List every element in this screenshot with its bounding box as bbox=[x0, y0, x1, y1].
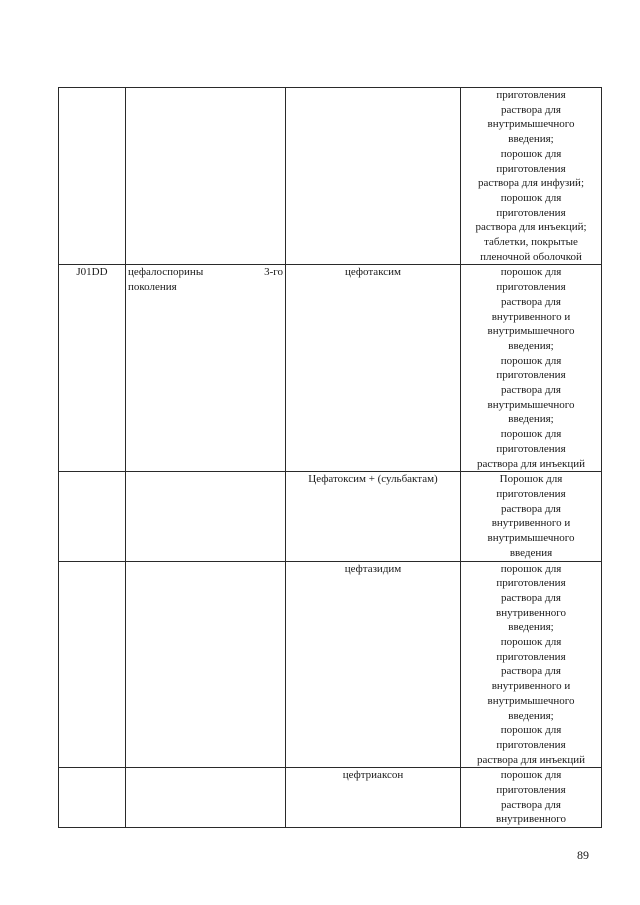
form-line: введения; bbox=[508, 621, 554, 634]
table-row bbox=[59, 561, 602, 768]
drug-name-cell bbox=[286, 88, 461, 265]
atc-code-cell bbox=[59, 561, 126, 768]
dosage-forms-cell bbox=[461, 88, 602, 265]
form-line: приготовления bbox=[496, 89, 566, 101]
page-number: 89 bbox=[577, 848, 589, 862]
form-line: приготовления bbox=[496, 784, 566, 797]
form-line: порошок для bbox=[500, 266, 562, 279]
drug-name-cell: цефтриаксон bbox=[286, 768, 461, 828]
form-line: приготовления bbox=[496, 577, 566, 590]
form-line: таблетки, покрытые bbox=[484, 236, 578, 249]
group-word: цефалоспорины bbox=[128, 266, 204, 279]
form-line: приготовления bbox=[496, 206, 566, 219]
atc-code-cell bbox=[59, 472, 126, 561]
form-line: приготовления bbox=[496, 369, 566, 382]
table-row bbox=[59, 472, 602, 561]
table-row bbox=[59, 768, 602, 828]
form-line: порошок для bbox=[500, 147, 562, 160]
form-line: раствора для bbox=[501, 295, 561, 308]
form-line: раствора для bbox=[501, 798, 561, 811]
form-line: порошок для bbox=[500, 191, 562, 204]
table-row bbox=[59, 265, 602, 472]
form-line: раствора для bbox=[501, 665, 561, 678]
form-line: Порошок для bbox=[499, 473, 563, 486]
form-line: приготовления bbox=[496, 442, 566, 455]
form-line: внутривенного и bbox=[491, 310, 571, 323]
form-line: приготовления bbox=[496, 738, 566, 751]
dosage-forms-cell bbox=[461, 768, 602, 828]
group-cell bbox=[126, 768, 286, 828]
form-line: порошок для bbox=[500, 428, 562, 441]
table-row bbox=[59, 88, 602, 265]
drug-name-cell: цефотаксим bbox=[286, 265, 461, 472]
form-line: внутримышечного bbox=[487, 532, 575, 545]
form-line: приготовления bbox=[496, 650, 566, 663]
form-line: раствора для bbox=[501, 591, 561, 604]
dosage-forms-cell bbox=[461, 561, 602, 768]
form-line: введения bbox=[509, 546, 553, 559]
group-cell bbox=[126, 472, 286, 561]
form-line: раствора для bbox=[501, 502, 561, 515]
form-line: внутримышечного bbox=[487, 325, 575, 338]
form-line: раствора для bbox=[501, 103, 561, 116]
group-word: поколения bbox=[128, 281, 177, 294]
dosage-forms-cell bbox=[461, 265, 602, 472]
form-line: введения; bbox=[508, 339, 554, 352]
form-line: приготовления bbox=[496, 281, 566, 294]
form-line: порошок для bbox=[500, 562, 562, 575]
form-line: приготовления bbox=[496, 487, 566, 500]
form-line: порошок для bbox=[500, 636, 562, 649]
drug-name-cell: Цефатоксим + (сульбактам) bbox=[286, 472, 461, 561]
form-line: внутримышечного bbox=[487, 694, 575, 707]
atc-code-cell: J01DD bbox=[59, 265, 126, 472]
group-cell bbox=[126, 265, 286, 472]
group-cell bbox=[126, 88, 286, 265]
form-line: раствора для инъекций; bbox=[475, 221, 587, 234]
group-cell bbox=[126, 561, 286, 768]
form-line: внутривенного bbox=[496, 813, 566, 826]
form-line: внутримышечного bbox=[487, 118, 575, 131]
drug-table bbox=[58, 87, 602, 828]
form-line: введения; bbox=[508, 133, 554, 146]
form-line: раствора для инфузий; bbox=[477, 177, 585, 190]
form-line: введения; bbox=[508, 413, 554, 426]
form-line: пленочной оболочкой bbox=[480, 250, 582, 263]
form-line: порошок для bbox=[500, 769, 562, 782]
form-line: внутримышечного bbox=[487, 398, 575, 411]
form-line: внутривенного bbox=[496, 606, 566, 619]
dosage-forms-cell bbox=[461, 472, 602, 561]
drug-name-cell: цефтазидим bbox=[286, 561, 461, 768]
atc-code-cell bbox=[59, 768, 126, 828]
form-line: раствора для инъекций bbox=[476, 457, 586, 470]
form-line: введения; bbox=[508, 709, 554, 722]
group-word: 3-го bbox=[264, 266, 283, 279]
form-line: приготовления bbox=[496, 162, 566, 175]
atc-code-cell bbox=[59, 88, 126, 265]
form-line: внутривенного и bbox=[491, 680, 571, 693]
form-line: раствора для bbox=[501, 384, 561, 397]
form-line: порошок для bbox=[500, 354, 562, 367]
form-line: внутривенного и bbox=[491, 517, 571, 530]
form-line: раствора для инъекций bbox=[476, 753, 586, 766]
form-line: порошок для bbox=[500, 724, 562, 737]
